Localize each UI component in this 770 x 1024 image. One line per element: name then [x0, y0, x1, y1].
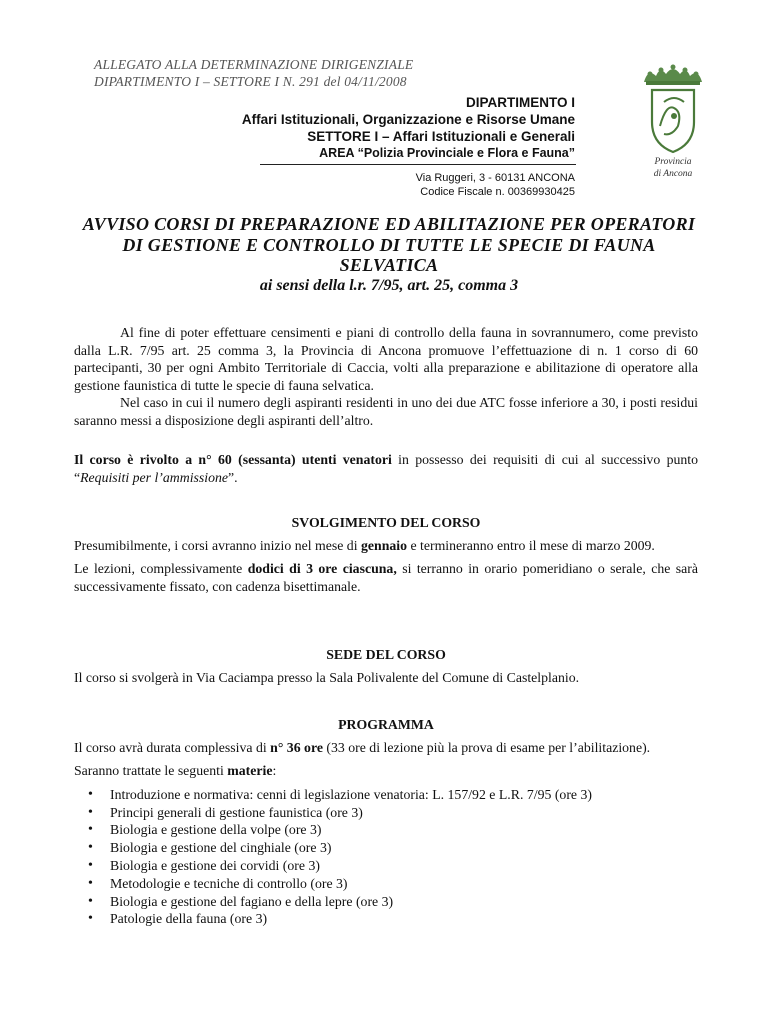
document-title: [60, 214, 718, 296]
svolgimento-heading: SVOLGIMENTO DEL CORSO: [291, 515, 481, 530]
list-item: • Principi generali di gestione faunistica (ore 3): [74, 804, 698, 822]
title-line-1: AVVISO CORSI DI PREPARAZIONE ED ABILITAZIONE PER OPERATORI: [82, 214, 696, 234]
programma-paragraph-2: Saranno trattate le seguenti materie:: [74, 763, 277, 779]
sede-paragraph: Il corso si svolgerà in Via Caciampa presso la Sala Polivalente del Comune di Castelplanio.: [74, 669, 580, 685]
allegato-line-1: ALLEGATO ALLA DETERMINAZIONE DIRIGENZIALE: [94, 57, 414, 72]
logo-caption: [630, 156, 716, 180]
list-item: • Biologia e gestione del fagiano e della lepre (ore 3): [74, 893, 698, 911]
department-header: [242, 94, 575, 162]
title-line-2: DI GESTIONE E CONTROLLO DI TUTTE LE SPECIE DI FAUNA: [122, 234, 656, 255]
list-item: • Biologia e gestione della volpe (ore 3): [74, 821, 698, 839]
svolgimento-section: [74, 514, 698, 595]
list-item: • Patologie della fauna (ore 3): [74, 910, 698, 928]
intro-section: [74, 324, 698, 430]
materie-list: [74, 786, 698, 928]
target-italic: Requisiti per l’ammissione: [80, 469, 229, 485]
address-line-1: Via Ruggeri, 3 - 60131 ANCONA: [415, 172, 575, 184]
provincia-crest-icon: [638, 64, 708, 156]
dept-line-4: AREA “Polizia Provinciale e Flora e Fauna”: [319, 146, 575, 160]
address-block: [416, 171, 575, 199]
sede-section: [74, 646, 698, 686]
address-line-2: Codice Fiscale n. 00369930425: [420, 186, 575, 198]
svolgimento-paragraph-2: Le lezioni, complessivamente dodici di 3 ore ciascuna, si terranno in orario pomeridiano o serale, che sarà successivamente fissato, con cadenza bisettimanale.: [74, 561, 698, 594]
title-line-4: ai sensi della l.r. 7/95, art. 25, comma 3: [259, 276, 519, 294]
intro-paragraph-1: Al fine di poter effettuare censimenti e piani di controllo della fauna in sovrannumero, come previsto dalla L.R. 7/95 art. 25 comma 3, la Provincia di Ancona promuove l’effettuazione di n. 1 corso di 60 partecipanti, 30 per ogni Ambito Territoriale di Caccia, volti alla preparazione e abilitazione di operatore alla gestione faunistica di tutte le specie di fauna selvatica.: [74, 325, 698, 393]
list-item: • Introduzione e normativa: cenni di legislazione venatoria: L. 157/92 e L.R. 7/95 (ore 3): [74, 786, 698, 804]
sede-heading: SEDE DEL CORSO: [326, 647, 446, 662]
list-item: • Biologia e gestione dei corvidi (ore 3): [74, 857, 698, 875]
allegato-note: [94, 56, 413, 90]
logo-caption-line-1: Provincia: [654, 157, 692, 167]
programma-section: [74, 716, 698, 928]
target-end: ”.: [228, 469, 238, 485]
target-text: in possesso dei requisiti di cui al successivo punto “: [74, 452, 698, 485]
programma-paragraph-1: Il corso avrà durata complessiva di n° 36 ore (33 ore di lezione più la prova di esame per l’abilitazione).: [74, 739, 651, 755]
header-divider: [260, 164, 576, 165]
allegato-line-2: DIPARTIMENTO I – SETTORE I N. 291 del 04/11/2008: [94, 74, 407, 89]
target-bold: Il corso è rivolto a n° 60 (sessanta) utenti venatori: [74, 452, 392, 467]
dept-line-2: Affari Istituzionali, Organizzazione e Risorse Umane: [241, 112, 575, 127]
programma-heading: PROGRAMMA: [338, 717, 434, 732]
list-item: • Metodologie e tecniche di controllo (ore 3): [74, 875, 698, 893]
dept-line-1: DIPARTIMENTO I: [465, 95, 575, 110]
intro-paragraph-2: Nel caso in cui il numero degli aspiranti residenti in uno dei due ATC fosse inferiore a 30, i posti residui saranno messi a disposizione degli aspiranti dell’altro.: [74, 395, 698, 428]
dept-line-3: SETTORE I – Affari Istituzionali e Generali: [307, 129, 575, 144]
list-item: • Biologia e gestione del cinghiale (ore 3): [74, 839, 698, 857]
logo-caption-line-2: di Ancona: [653, 169, 693, 179]
svolgimento-paragraph-1: Presumibilmente, i corsi avranno inizio nel mese di gennaio e termineranno entro il mese di marzo 2009.: [74, 537, 655, 553]
target-paragraph: [74, 451, 698, 486]
title-line-3: SELVATICA: [339, 255, 439, 275]
